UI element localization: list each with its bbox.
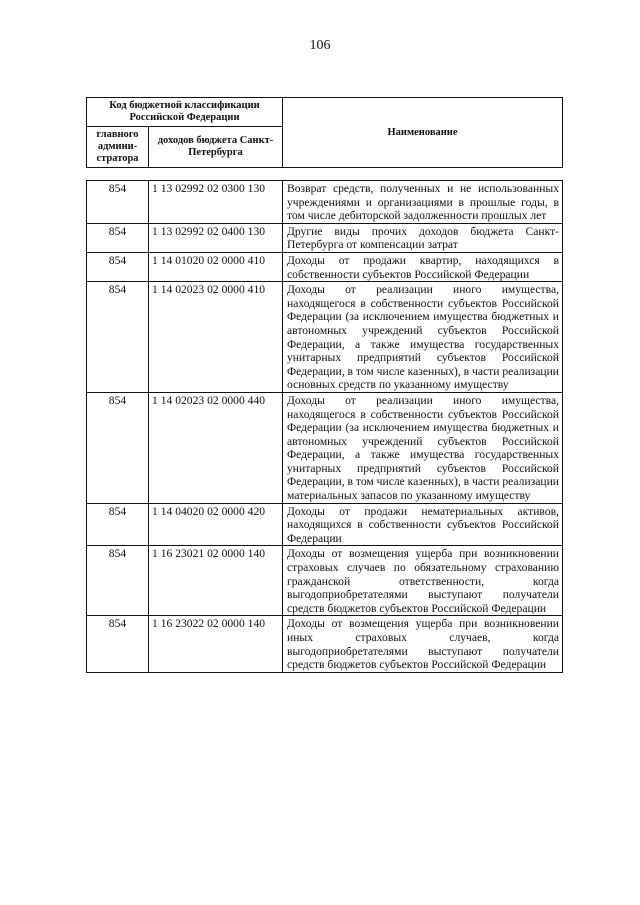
code-cell: 1 14 02023 02 0000 440 [149,392,283,503]
admin-cell: 854 [87,392,149,503]
code-cell: 1 14 02023 02 0000 410 [149,282,283,393]
table-header [86,97,563,168]
code-cell: 1 16 23022 02 0000 140 [149,616,283,672]
table-row [87,546,563,616]
name-cell [283,503,563,546]
code-cell: 1 14 04020 02 0000 420 [149,503,283,546]
header-income: доходов бюджета Санкт-Петербурга [149,127,283,168]
name-text: Доходы от реализации иного имущества, находящегося в собственности субъектов Российской Федерации (за исключением имущества бюджетных и автономных учреждений субъектов Российской Федерации, а также имущества государственных унитарных предприятий субъектов Российской Федерации, в том числе казенных), в части реализации материальных запасов по указанному имуществу [287,393,559,503]
admin-cell: 854 [87,282,149,393]
name-text: Доходы от продажи нематериальных активов, находящихся в собственности субъектов Российской Федерации [287,504,559,545]
table-row [87,503,563,546]
name-cell [283,252,563,281]
name-cell [283,223,563,252]
header-admin: главного админи- стратора [87,127,149,168]
name-cell [283,546,563,616]
name-cell [283,282,563,393]
table-row [87,282,563,393]
code-cell: 1 13 02992 02 0300 130 [149,181,283,224]
name-text: Доходы от продажи квартир, находящихся в собственности субъектов Российской Федерации [287,253,559,281]
header-name: Наименование [283,98,563,168]
table-row [87,223,563,252]
name-text: Доходы от реализации иного имущества, находящегося в собственности субъектов Российской Федерации (за исключением имущества бюджетных и автономных учреждений субъектов Российской Федерации, а также имущества государственных унитарных предприятий субъектов Российской Федерации, в том числе казенных), в части реализации основных средств по указанному имуществу [287,283,559,392]
code-cell: 1 14 01020 02 0000 410 [149,252,283,281]
name-text: Другие виды прочих доходов бюджета Санкт-Петербурга от компенсации затрат [287,224,559,252]
admin-cell: 854 [87,503,149,546]
name-cell [283,616,563,672]
income-table [86,180,563,673]
admin-cell: 854 [87,546,149,616]
name-cell [283,392,563,503]
name-text: Возврат средств, полученных и не использованных учреждениями и организациями в прошлые годы, в том числе дебиторской задолженности прошлых лет [287,182,559,223]
table-row [87,181,563,224]
code-cell: 1 16 23021 02 0000 140 [149,546,283,616]
header-group-title: Код бюджетной классификации Российской Федерации [87,98,283,127]
name-text: Доходы от возмещения ущерба при возникновении иных страховых случаев, когда выгодоприобретателями выступают получатели средств бюджетов субъектов Российской Федерации [287,617,559,672]
name-text: Доходы от возмещения ущерба при возникновении страховых случаев по обязательному страхованию гражданской ответственности, когда выгодоприобретателями выступают получатели средств бюджетов субъектов Российской Федерации [287,547,559,615]
admin-cell: 854 [87,223,149,252]
admin-cell: 854 [87,181,149,224]
admin-cell: 854 [87,252,149,281]
page-number: 106 [309,38,331,53]
table-row [87,252,563,281]
name-cell [283,181,563,224]
table-row [87,392,563,503]
admin-cell: 854 [87,616,149,672]
table-row [87,616,563,672]
code-cell: 1 13 02992 02 0400 130 [149,223,283,252]
